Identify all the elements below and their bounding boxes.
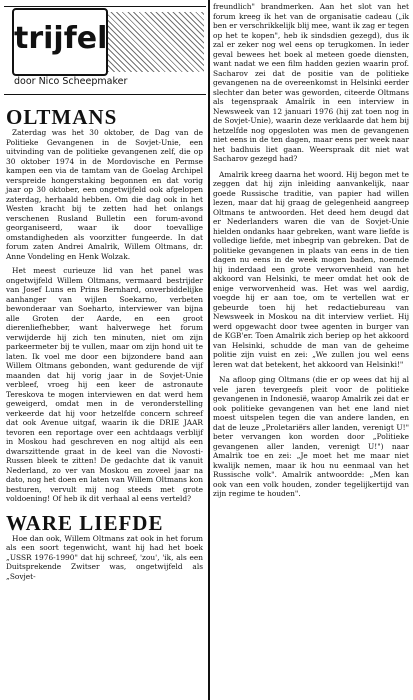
section-body <box>6 534 203 582</box>
article-paragraph: Zaterdag was het 30 oktober, de Dag van de Politieke Gevangenen in de Sovjet-Unie, een uitvinding van de politieke gevangenen zelf, die op 30 oktober 1974 in de Mordovische en Permse kampen een via de tamtam van de Goelag Archipel verspreide hongerstaking begonnen en dat vorig jaar op 30 oktober, een ongetwijfeld ook afgelopen zaterdag, herhaald hebben. Om die dag ook in het Westen kracht bij te zetten had het onlangs verschenen Rusland Bulletin een forum-avond georganiseerd, waar ik door toevallige omstandigheden als voorzitter fungeerde. In dat forum zaten Andrei Amalrik, Willem Oltmans, dr. Anne Vondeling en Henk Wolzak. <box>6 128 203 261</box>
right-column-body <box>213 2 409 499</box>
article-paragraph: Het meest curieuze lid van het panel was ongetwijfeld Willem Oltmans, vermaard bestrijder van Josef Luns en Prins Bernhard, onverbiddelijke aanhanger van wijlen Soekarno, verbeten bewonderaar van Soeharto, interviewer van bijna alle Groten der Aarde, en een groot dierenliefhebber, want halverwege het forum verwijderde hij zich ten minuten, niet om zijn parkeermeter bij te vullen, maar om zijn hond uit te laten. Ik voel me door een bijzondere band aan Willem Oltmans gebonden, want gedurende de vijf maanden dat hij vorig jaar in de Sovjet-Unie verbleef, vroeg hij een keer de astronaute Tereskova te mogen interviewen en dat werd hem geweigerd, omdat men in de veronderstelling verkeerde dat hij voor hetzelfde concern schreef dat ook Avenue uitgaf, waarin ik die DRIE JAAR tevoren een reportage over een achtdaags verblijf in Moskou had geschreven en nog altijd als een dwarszittende graat in de keel van die Novosti-Russen bleek te zitten! De gedachte dat ik vanuit Nederland, zo ver van Moskou en zoveel jaar na dato, nog het doen en laten van Willem Oltmans kon besturen, vervult mij nog steeds met grote voldoening! Of heb ik dit verhaal al eens verteld? <box>6 266 203 503</box>
section-title: WARE LIEFDE <box>6 510 164 535</box>
article-paragraph: Hoe dan ook, Willem Oltmans zat ook in het forum als een soort tegenwicht, want hij had het boek „USSR 1976-1990" dat hij schreef, 'zou', 'ik, als een Duitsprekende Zwitser was, ongetwijfeld als „Sovjet- <box>6 533 203 581</box>
masthead <box>4 6 206 96</box>
article-paragraph: freundlich" brandmerken. Aan het slot van het forum kreeg ik het van de organisatie cadeau („ik ben er verschrikkelijk blij mee, want ik zag er tegen op het te kopen", heb ik sindsdien gezegd), dus ik zal er zeker nog wel eens op terugkomen. In ieder geval bewees het boek al meteen goede diensten, want nadat we een film hadden gezien waarin prof. Sacharov zei dat de positie van de politieke gevangenen na de overeenkomst in Helsinki eerder slechter dan beter was geworden, citeerde Oltmans als tegenspraak Amalrik in een interview in Newsweek van 12 januari 1976 (hij zat toen nog in de Sovjet-Unie), waarin deze verklaarde dat hem bij hetzelfde nog opgesloten was men de gevangenen niet eens in de ten dagen, maar eens per week naar het badhuis liet gaan. Weerspraak dit niet wat Sacharov gezegd had? <box>213 2 409 163</box>
article-paragraph: Na afloop ging Oltmans (die er op wees dat hij al vele jaren tevergeefs pleit voor de politieke gevangenen in Indonesië, waarop Amalrik zei dat er ook politieke gevangenen van het ene land niet moest uitspelen tegen die van andere landen, en dat de leuze „Proletariërs aller landen, verenigt U!" beter vervangen kon worden door „Politieke gevangenen aller landen, verenigt U!") naar Amalrik toe en zei: „Je moet het me maar niet kwalijk nemen, maar ik hou nu eenmaal van het Russische volk". Amalrik antwoordde: „Men kan ook van een volk houden, zonder tegelijkertijd van zijn regime te houden". <box>213 375 409 498</box>
masthead-illustration <box>108 12 204 72</box>
column-logo: trijfel <box>12 8 108 76</box>
masthead-bottom-rule <box>4 94 206 95</box>
article-body <box>6 128 203 504</box>
article-title: OLTMANS <box>6 105 118 129</box>
masthead-top-rule <box>4 6 206 7</box>
right-column <box>213 0 413 700</box>
author-line: door Nico Scheepmaker <box>14 76 128 87</box>
column-divider <box>208 0 210 700</box>
article-paragraph: Amalrik kreeg daarna het woord. Hij begon met te zeggen dat hij zijn inleiding aanvankelijk, naar goede Russische traditie, van papier had willen lezen, maar dat hij graag de gelegenheid aangreep Oltmans te antwoorden. Het deed hem deugd dat er Nederlanders waren die van de Sovjet-Unie hielden ondanks haar gebreken, want ware liefde is volledige liefde, met inbegrip van gebreken. Dat de politieke gevangenen in plaats van eens in de tien dagen nu eens in de week mogen baden, noemde hij inderdaad een grote verworvenheid van het akkoord van Helsinki, te meer omdat het ook de enige verworvenheid was. Het was wel aardig, voegde hij er aan toe, om te vertellen wat er gebeurde toen hij het redactiebureau van Newsweek in Moskou na dit interview verliet. Hij werd opgewacht door twee agenten in burger van de KGB'er. Toen Amalrik zich beriep op het akkoord van Helsinki, schudde de man van de geheime politie zijn vuist en zei: „We zullen jou wel eens leren wat dat betekent, het akkoord van Helsinki!" <box>213 169 409 369</box>
